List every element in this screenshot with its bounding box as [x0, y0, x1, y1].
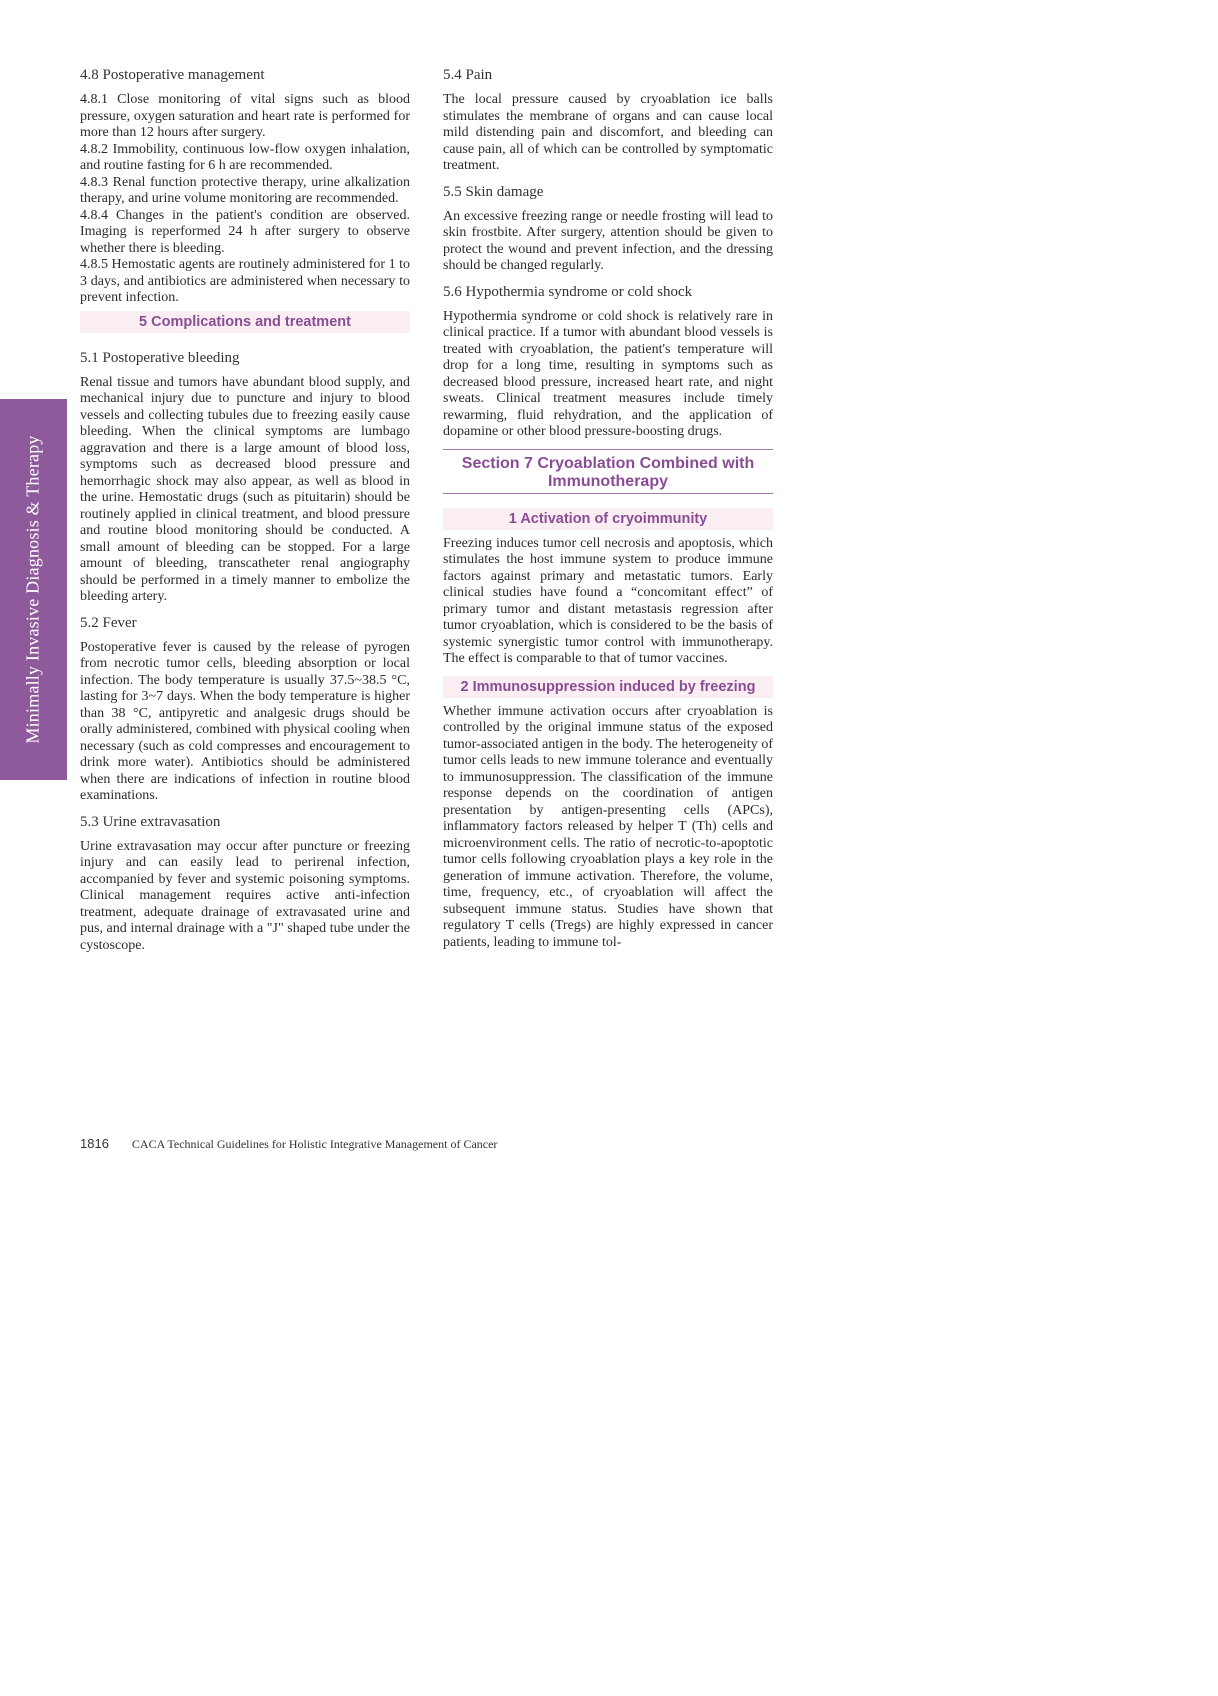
subsection-title-5-5: 5.5 Skin damage — [443, 183, 544, 200]
right-column — [443, 66, 773, 959]
list-item: 4.8.3 Renal function protective therapy, urine alkalization therapy, and urine volume monitoring are recommended. — [80, 174, 410, 206]
paragraph-hypothermia: Hypothermia syndrome or cold shock is relatively rare in clinical practice. If a tumor with abundant blood vessels is treated with cryoablation, the patient's temperature will drop for a long time, resulting in symptoms such as decreased blood pressure, increased heart rate, and night sweats. Clinical treatment measures include timely rewarming, fluid rehydration, and the application of dopamine or other blood pressure-boosting drugs. — [443, 308, 773, 439]
side-tab — [0, 399, 67, 780]
subsection-title-5-1: 5.1 Postoperative bleeding — [80, 349, 240, 366]
section-7-title-line1: Section 7 Cryoablation Combined with — [461, 454, 755, 472]
paragraph-immunosuppression: Whether immune activation occurs after cryoablation is controlled by the original immune status of the exposed tumor-associated antigen in the body. The heterogeneity of tumor cells leads to new immune tolerance and eventually to immunosuppression. The classification of the immune response depends on the coordination of antigen presentation by antigen-presenting cells (APCs), inflammatory factors released by helper T (Th) cells and microenvironment cells. The ratio of necrotic-to-apoptotic tumor cells following cryoablation plays a key role in the generation of immune activation. Therefore, the volume, time, frequency, etc., of cryoablation will affect the subsequent immune status. Studies have shown that regulatory T cells (Tregs) are highly expressed in cancer patients, leading to immune tol- — [443, 703, 773, 950]
list-item: 4.8.4 Changes in the patient's condition are observed. Imaging is reperformed 24 h after surgery to observe whether there is bleeding. — [80, 207, 410, 256]
subsection-title-5-2: 5.2 Fever — [80, 614, 137, 631]
page-number: 1816 — [80, 1136, 109, 1151]
paragraph-cryoimmunity: Freezing induces tumor cell necrosis and apoptosis, which stimulates the host immune system to produce immune factors against primary and metastatic tumors. Early clinical studies have found a “concomitant effect” of primary tumor and distant metastasis regression after tumor cryoablation, which is considered to be the basis of systemic synergistic tumor control with immunotherapy. The effect is comparable to that of tumor vaccines. — [443, 535, 773, 666]
heading-immunosuppression: 2 Immunosuppression induced by freezing — [443, 676, 773, 698]
section-7-title-line2: Immunotherapy — [547, 472, 668, 490]
list-item: 4.8.2 Immobility, continuous low-flow oxygen inhalation, and routine fasting for 6 h are recommended. — [80, 141, 410, 173]
paragraph-urine-extravasation: Urine extravasation may occur after puncture or freezing injury and can easily lead to perirenal infection, accompanied by fever and systemic poisoning symptoms. Clinical management requires active anti-infection treatment, adequate drainage of extravasated urine and pus, and internal drainage with a "J" shaped tube under the cystoscope. — [80, 838, 410, 953]
subsection-title-5-3: 5.3 Urine extravasation — [80, 813, 221, 830]
section-7-heading — [443, 449, 773, 494]
paragraph-pain: The local pressure caused by cryoablation ice balls stimulates the membrane of organs and can cause local mild distending pain and discomfort, and bleeding can cause pain, all of which can be controlled by symptomatic treatment. — [443, 92, 773, 173]
heading-cryoimmunity: 1 Activation of cryoimmunity — [443, 508, 773, 530]
paragraph-skin-damage: An excessive freezing range or needle frosting will lead to skin frostbite. After surgery, attention should be given to protect the wound and prevent infection, and the dressing should be changed regularly. — [443, 208, 773, 273]
page-footer — [80, 1136, 497, 1152]
paragraph-fever: Postoperative fever is caused by the release of pyrogen from necrotic tumor cells, bleeding absorption or local infection. The body temperature is usually 37.5~38.5 °C, lasting for 3~7 days. When the body temperature is higher than 38 °C, antipyretic and analgesic drugs should be orally administered, combined with physical cooling when necessary (such as cold compresses and encouragement to drink more water). Antibiotics should be administered when there are indications of infection in routine blood examinations. — [80, 639, 410, 803]
left-column — [80, 66, 410, 962]
journal-title: CACA Technical Guidelines for Holistic Integrative Management of Cancer — [131, 1137, 498, 1151]
subsection-title-4-8: 4.8 Postoperative management — [80, 67, 265, 83]
list-item: 4.8.1 Close monitoring of vital signs such as blood pressure, oxygen saturation and heart rate is performed for more than 12 hours after surgery. — [80, 92, 410, 140]
side-tab-label: Minimally Invasive Diagnosis & Therapy — [23, 435, 44, 744]
subsection-title-5-6: 5.6 Hypothermia syndrome or cold shock — [443, 283, 693, 300]
paragraph-bleeding: Renal tissue and tumors have abundant blood supply, and mechanical injury due to puncture and injury to blood vessels and collecting tubules due to freezing easily cause bleeding. When the clinical symptoms are lumbago aggravation and there is a large amount of blood loss, symptoms such as decreased blood pressure and hemorrhagic shock may also appear, as well as blood in the urine. Hemostatic drugs (such as pituitarin) should be routinely applied in clinical treatment, and blood pressure and routine blood monitoring should be conducted. A small amount of bleeding can be stopped. For a large amount of bleeding, transcatheter renal angiography should be performed in a timely manner to embolize the bleeding artery. — [80, 374, 410, 604]
subsection-title-5-4: 5.4 Pain — [443, 67, 493, 83]
list-item: 4.8.5 Hemostatic agents are routinely administered for 1 to 3 days, and antibiotics are administered when necessary to prevent infection. — [80, 257, 410, 305]
heading-complications: 5 Complications and treatment — [80, 311, 410, 333]
postoperative-items — [80, 92, 410, 307]
